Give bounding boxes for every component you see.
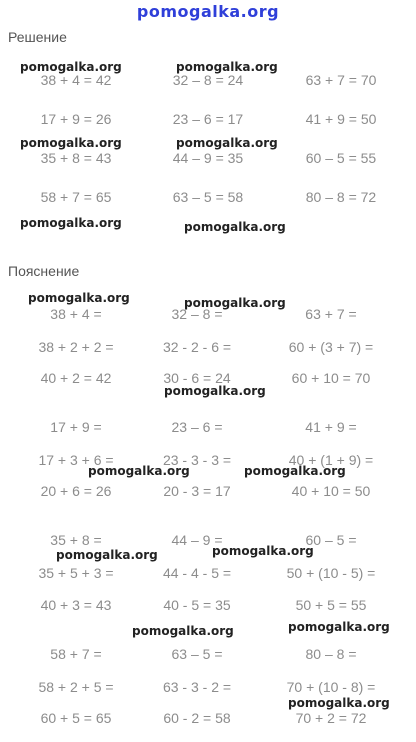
explanation-equation: 60 + (3 + 7) = — [288, 339, 374, 355]
explanation-equation: 40 + 3 = 43 — [40, 597, 112, 613]
watermark: pomogalka.org — [288, 620, 390, 634]
explanation-equation: 35 + 8 = — [50, 532, 102, 548]
solution-heading: Решение — [8, 29, 67, 45]
explanation-equation: 50 + (10 - 5) = — [286, 565, 376, 581]
site-logo: pomogalka.org — [136, 2, 280, 21]
explanation-equation: 23 - 3 - 3 = — [162, 452, 232, 468]
watermark: pomogalka.org — [176, 60, 278, 74]
watermark: pomogalka.org — [20, 60, 122, 74]
explanation-equation: 41 + 9 = — [305, 419, 357, 435]
solution-equation: 17 + 9 = 26 — [40, 111, 112, 127]
watermark: pomogalka.org — [288, 696, 390, 710]
watermark: pomogalka.org — [56, 548, 158, 562]
solution-equation: 60 – 5 = 55 — [305, 150, 377, 166]
explanation-equation: 60 + 5 = 65 — [40, 710, 112, 726]
solution-equation: 63 – 5 = 58 — [172, 189, 244, 205]
watermark: pomogalka.org — [176, 136, 278, 150]
explanation-equation: 17 + 3 + 6 = — [38, 452, 114, 468]
explanation-equation: 70 + 2 = 72 — [295, 710, 367, 726]
watermark: pomogalka.org — [184, 220, 286, 234]
explanation-equation: 40 + (1 + 9) = — [288, 452, 374, 468]
explanation-equation: 23 – 6 = — [171, 419, 223, 435]
solution-equation: 80 – 8 = 72 — [305, 189, 377, 205]
solution-equation: 63 + 7 = 70 — [305, 72, 377, 88]
explanation-equation: 35 + 5 + 3 = — [38, 565, 114, 581]
explanation-equation: 20 + 6 = 26 — [40, 483, 112, 499]
watermark: pomogalka.org — [88, 464, 190, 478]
explanation-equation: 44 – 9 = — [171, 532, 223, 548]
explanation-equation: 60 - 2 = 58 — [163, 710, 231, 726]
explanation-equation: 80 – 8 = — [305, 646, 357, 662]
explanation-equation: 63 – 5 = — [171, 646, 223, 662]
solution-equation: 41 + 9 = 50 — [305, 111, 377, 127]
solution-equation: 58 + 7 = 65 — [40, 189, 112, 205]
explanation-equation: 58 + 2 + 5 = — [38, 679, 114, 695]
solution-equation: 23 – 6 = 17 — [172, 111, 244, 127]
explanation-equation: 60 + 10 = 70 — [291, 370, 371, 386]
explanation-equation: 30 - 6 = 24 — [163, 370, 231, 386]
explanation-equation: 70 + (10 - 8) = — [286, 679, 376, 695]
explanation-heading: Пояснение — [8, 263, 80, 279]
explanation-equation: 40 + 10 = 50 — [291, 483, 371, 499]
explanation-equation: 50 + 5 = 55 — [295, 597, 367, 613]
watermark: pomogalka.org — [164, 384, 266, 398]
explanation-equation: 58 + 7 = — [50, 646, 102, 662]
solution-equation: 44 – 9 = 35 — [172, 150, 244, 166]
explanation-equation: 63 + 7 = — [305, 306, 357, 322]
watermark: pomogalka.org — [184, 296, 286, 310]
explanation-equation: 32 – 8 = — [171, 306, 223, 322]
solution-equation: 35 + 8 = 43 — [40, 150, 112, 166]
watermark: pomogalka.org — [132, 624, 234, 638]
watermark: pomogalka.org — [244, 464, 346, 478]
explanation-equation: 63 - 3 - 2 = — [162, 679, 232, 695]
watermark: pomogalka.org — [20, 136, 122, 150]
explanation-equation: 20 - 3 = 17 — [163, 483, 231, 499]
explanation-equation: 40 + 2 = 42 — [40, 370, 112, 386]
solution-equation: 32 – 8 = 24 — [172, 72, 244, 88]
explanation-equation: 32 - 2 - 6 = — [162, 339, 232, 355]
explanation-equation: 38 + 4 = — [50, 306, 102, 322]
explanation-equation: 17 + 9 = — [50, 419, 102, 435]
explanation-equation: 60 – 5 = — [305, 532, 357, 548]
explanation-equation: 44 - 4 - 5 = — [162, 565, 232, 581]
watermark: pomogalka.org — [20, 216, 122, 230]
watermark: pomogalka.org — [28, 291, 130, 305]
solution-equation: 38 + 4 = 42 — [40, 72, 112, 88]
explanation-equation: 38 + 2 + 2 = — [38, 339, 114, 355]
explanation-equation: 40 - 5 = 35 — [163, 597, 231, 613]
watermark: pomogalka.org — [212, 544, 314, 558]
